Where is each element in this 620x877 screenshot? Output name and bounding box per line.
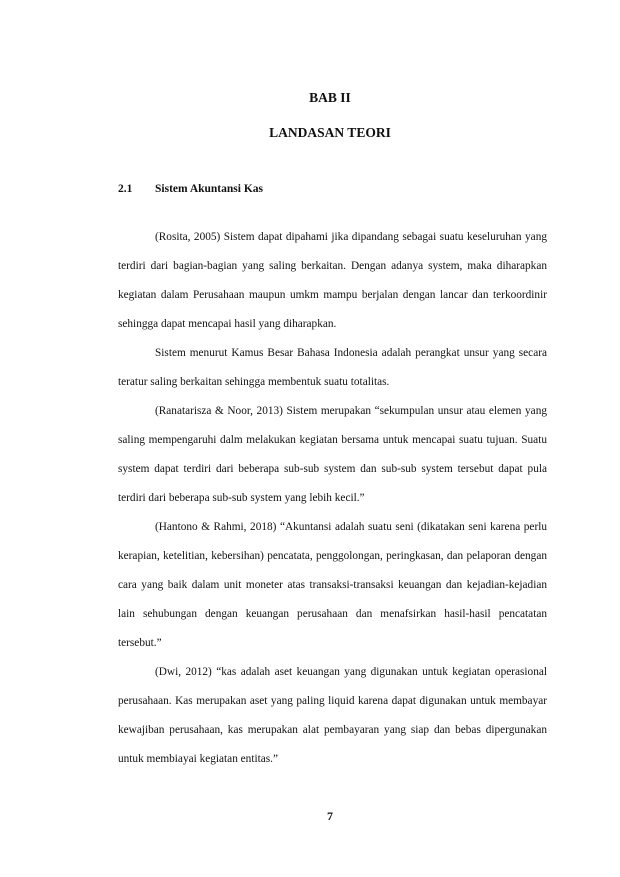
- chapter-number: BAB II: [309, 90, 351, 105]
- section-number: 2.1: [118, 183, 133, 195]
- paragraph-rosita: (Rosita, 2005) Sistem dapat dipahami jika dipandang sebagai suatu keseluruhan yang terdiri dari bagian-bagian yang saling berkaitan. Dengan adanya system, maka diharapkan kegiatan dalam Perusahaan maupun umkm mampu berjalan dengan lancar dan terkoordinir sehingga dapat mencapai hasil yang diharapkan.: [118, 231, 547, 330]
- paragraph-hantono: (Hantono & Rahmi, 2018) “Akuntansi adalah suatu seni (dikatakan seni karena perlu kerapian, ketelitian, kebersihan) pencatata, penggolongan, peringkasan, dan pelaporan dengan cara yang baik dalam unit moneter atas transaksi-transaksi keuangan dan kejadian-kejadian lain sehubungan dengan keuangan perusahaan dan menafsirkan hasil-hasil pencatatan tersebut.”: [118, 521, 547, 649]
- page-number: 7: [327, 809, 333, 823]
- paragraph-dwi: (Dwi, 2012) “kas adalah aset keuangan yang digunakan untuk kegiatan operasional perusahaan. Kas merupakan aset yang paling liquid karena dapat digunakan untuk membayar kewajiban perusahaan, kas merupakan alat pembayaran yang siap dan bebas dipergunakan untuk membiayai kegiatan entitas.”: [118, 666, 547, 765]
- section-heading: [118, 183, 263, 195]
- body-text: [118, 223, 547, 774]
- paragraph-kbbi: Sistem menurut Kamus Besar Bahasa Indonesia adalah perangkat unsur yang secara teratur saling berkaitan sehingga membentuk suatu totalitas.: [118, 347, 547, 388]
- paragraph-ranatarisza: (Ranatarisza & Noor, 2013) Sistem merupakan “sekumpulan unsur atau elemen yang saling mempengaruhi dalm melakukan kegiatan bersama untuk mencapai suatu tujuan. Suatu system dapat terdiri dari beberapa sub-sub system dan sub-sub system tersebut dapat pula terdiri dari beberapa sub-sub system yang lebih kecil.”: [118, 405, 547, 504]
- section-title: Sistem Akuntansi Kas: [155, 183, 264, 195]
- chapter-title: LANDASAN TEORI: [269, 125, 391, 140]
